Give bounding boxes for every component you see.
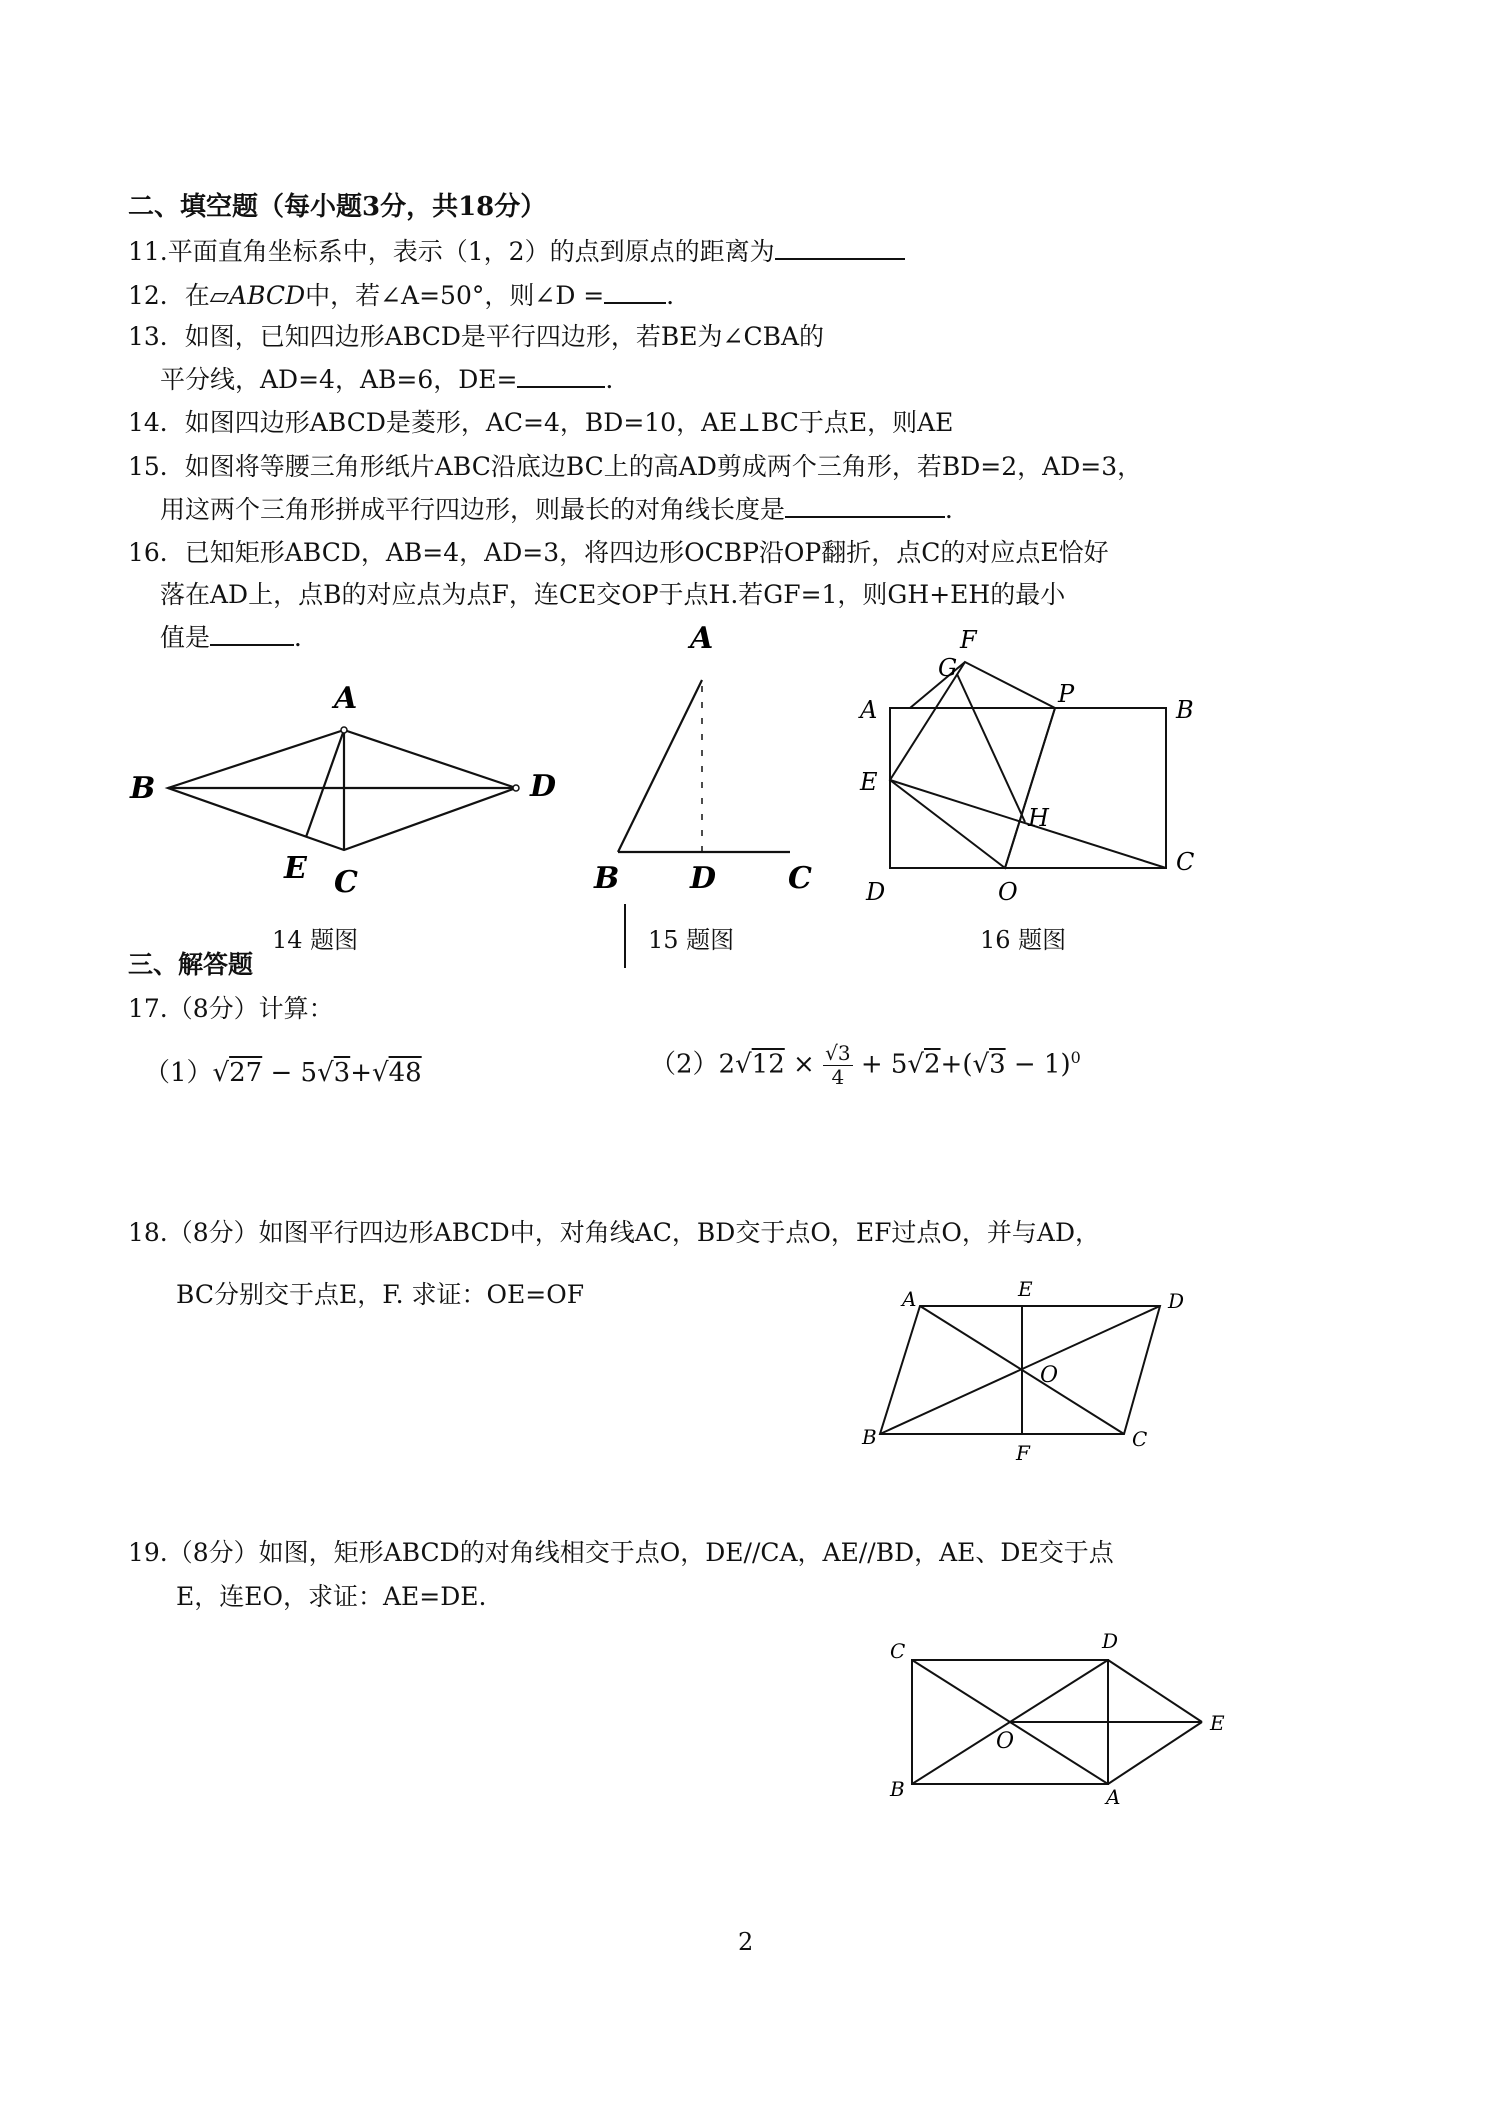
label-h: H	[1028, 804, 1049, 832]
question-16-text: 值是	[160, 623, 211, 652]
answer-blank-16	[210, 622, 294, 646]
figure-15-caption: 15 题图	[648, 926, 735, 954]
label-f: F	[960, 626, 977, 654]
question-12-text-b: ABCD	[229, 281, 306, 310]
answer-blank-15	[785, 494, 945, 518]
question-16-line3	[160, 622, 319, 653]
radicand-12: 12	[751, 1049, 785, 1080]
question-12	[128, 280, 691, 311]
point-a-dot	[341, 727, 347, 733]
figure-14-caption: 14 题图	[272, 926, 359, 954]
label-c: C	[788, 861, 812, 896]
question-16-line2: 落在AD上，点B的对应点为点F，连CE交OP于点H.若GF=1，则GH+EH的最小	[160, 580, 1066, 609]
fraction-numerator: √3	[825, 1041, 851, 1065]
question-13-end: ．	[605, 365, 631, 394]
figure-18-parallelogram	[860, 1278, 1200, 1478]
radicand-27: 27	[229, 1058, 263, 1088]
label-d: D	[866, 878, 886, 906]
question-12-text-c: 中，若∠A=50°，则∠D =	[305, 281, 605, 310]
plus-sign: +	[350, 1058, 372, 1088]
segment-de	[1108, 1660, 1202, 1722]
label-c: C	[1176, 848, 1195, 876]
answer-blank-12	[604, 280, 666, 304]
question-18-line2: BC分别交于点E，F. 求证：OE=OF	[176, 1280, 585, 1309]
radicand-2: 2	[924, 1049, 941, 1080]
altitude-ae	[306, 730, 344, 837]
figure-15-triangle	[590, 620, 850, 900]
label-a: A	[1106, 1785, 1121, 1809]
folded-quad-ofep	[890, 662, 1055, 868]
diagonal-bd	[880, 1306, 1160, 1434]
label-e: E	[284, 851, 307, 886]
label-d: D	[690, 861, 717, 896]
segment-op	[1005, 708, 1055, 868]
label-c: C	[334, 865, 358, 900]
coef-2: 2	[718, 1049, 736, 1080]
label-f: F	[1016, 1441, 1030, 1465]
plus-paren: +(	[940, 1049, 973, 1080]
label-e: E	[1210, 1711, 1225, 1735]
label-d: D	[1102, 1629, 1119, 1653]
question-11-text: 11.平面直角坐标系中，表示（1，2）的点到原点的距离为	[128, 237, 775, 266]
label-o: O	[1040, 1363, 1059, 1388]
question-11	[128, 236, 905, 267]
label-a: A	[690, 621, 714, 656]
part-1-label: （1）	[144, 1058, 213, 1088]
plus-5: + 5	[852, 1049, 908, 1080]
question-18-line1: 18.（8分）如图平行四边形ABCD中，对角线AC，BD交于点O，EF过点O，并与AD，	[128, 1218, 1101, 1247]
label-c: C	[1132, 1427, 1148, 1451]
section-3-title: 三、解答题	[128, 950, 254, 979]
label-d: D	[1168, 1289, 1185, 1313]
label-e: E	[1018, 1277, 1033, 1301]
label-e: E	[860, 768, 878, 796]
times-sign: ×	[784, 1049, 824, 1080]
page-number: 2	[738, 1928, 754, 1956]
section-2-title: 二、填空题（每小题3分，共18分）	[128, 192, 547, 222]
question-17-title: 17.（8分）计算：	[128, 994, 334, 1023]
label-a: A	[334, 681, 358, 716]
label-b: B	[594, 861, 620, 896]
label-b: B	[862, 1425, 877, 1449]
question-13-text: 平分线，AD=4，AB=6，DE=	[160, 365, 518, 394]
question-15-line1: 15．如图将等腰三角形纸片ABC沿底边BC上的高AD剪成两个三角形，若BD=2，AD=3，	[128, 452, 1143, 481]
label-a: A	[902, 1287, 917, 1311]
minus-1-paren: − 1)	[1005, 1049, 1071, 1080]
question-15-line2	[160, 494, 970, 525]
figure-19-rectangle	[868, 1622, 1228, 1812]
answer-blank-11	[775, 236, 905, 260]
part-2-label: （2）	[650, 1049, 719, 1080]
label-b: B	[1176, 696, 1194, 724]
figure-16-caption: 16 题图	[980, 926, 1067, 954]
figure-16-rectangle-fold	[850, 620, 1210, 910]
question-19-line1: 19.（8分）如图，矩形ABCD的对角线相交于点O，DE//CA，AE//BD，AE、DE交于点	[128, 1538, 1114, 1567]
label-p: P	[1058, 680, 1075, 708]
label-b: B	[890, 1777, 905, 1801]
segment-ae	[1108, 1722, 1202, 1784]
question-13-line2	[160, 364, 631, 395]
radicand-3b: 3	[989, 1049, 1006, 1080]
label-d: D	[530, 769, 557, 804]
question-13-line1: 13．如图，已知四边形ABCD是平行四边形，若BE为∠CBA的	[128, 322, 824, 351]
side-ab	[618, 680, 702, 852]
exponent-0: 0	[1070, 1047, 1081, 1067]
rectangle-abcd	[890, 708, 1166, 868]
fraction-sqrt3-over-4	[823, 1042, 852, 1089]
label-b: B	[130, 771, 156, 806]
question-14: 14．如图四边形ABCD是菱形，AC=4，BD=10，AE⊥BC于点E，则AE	[128, 408, 954, 437]
question-16-line1: 16．已知矩形ABCD，AB=4，AD=3，将四边形OCBP沿OP翻折，点C的对应点E恰好	[128, 538, 1109, 567]
question-19-line2: E，连EO，求证：AE=DE.	[176, 1582, 487, 1611]
question-12-text-a: 12．在▱	[128, 281, 230, 310]
question-12-text-d: ．	[666, 281, 692, 310]
label-o: O	[998, 878, 1018, 906]
radicand-48: 48	[388, 1058, 422, 1088]
figure-14-rhombus	[120, 670, 580, 910]
label-o: O	[996, 1729, 1015, 1754]
minus-5: − 5	[262, 1058, 318, 1088]
question-16-end: ．	[294, 623, 320, 652]
fraction-denominator: 4	[831, 1065, 845, 1089]
rhombus-outline	[168, 730, 516, 850]
radicand-3: 3	[333, 1058, 351, 1088]
point-d-dot	[513, 785, 519, 791]
question-15-text: 用这两个三角形拼成平行四边形，则最长的对角线长度是	[160, 495, 786, 524]
question-15-end: ．	[945, 495, 971, 524]
answer-blank-13	[517, 364, 605, 388]
question-17-part-2: （2）2√12 × $\frac{√3}{4}$ + $5√2+(√3 - 1)^0$	[650, 1041, 1081, 1089]
segment-gh	[957, 674, 1025, 822]
label-a: A	[860, 696, 878, 724]
label-c: C	[890, 1639, 906, 1663]
scan-margin-mark	[624, 904, 626, 968]
label-g: G	[938, 654, 958, 682]
question-17-part-1: （1）√27 − 5√3+√48	[144, 1058, 422, 1088]
